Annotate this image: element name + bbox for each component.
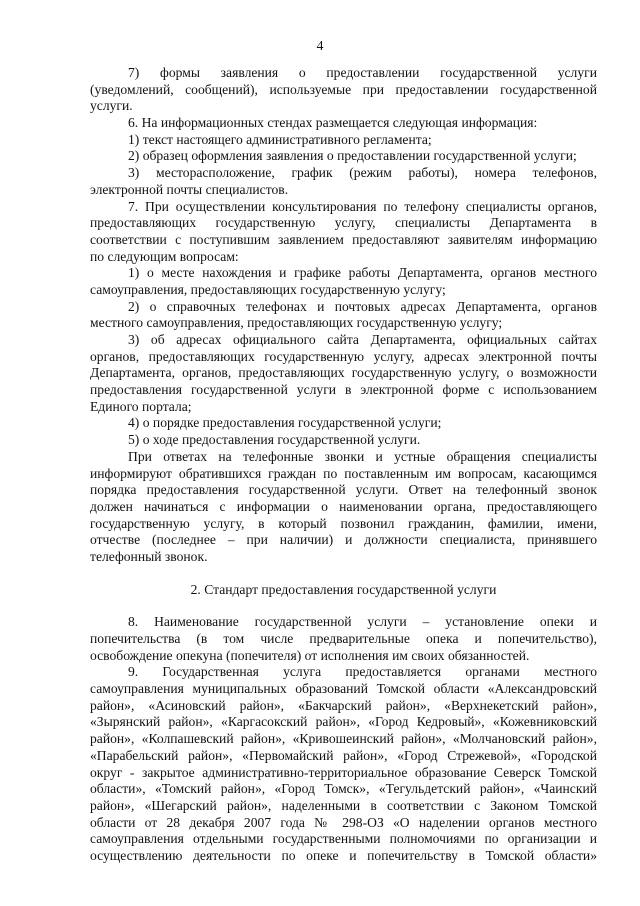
section-spacer <box>90 566 597 582</box>
paragraph <box>90 265 597 298</box>
paragraph <box>90 115 597 132</box>
text-line: 3) об адресах официального сайта Департамента, официальных сайтах <box>128 332 597 347</box>
text-line: по следующим вопросам: <box>90 248 239 264</box>
text-line: 2) образец оформления заявления о предоставлении государственной услуги; <box>128 148 577 164</box>
text-line: 5) о ходе предоставления государственной услуги. <box>128 432 421 448</box>
text-line: «Зырянский район», «Каргасокский район», «Город Кедровый», «Кожевниковский <box>90 714 597 730</box>
text-line: информируют обратившихся граждан по поставленным им вопросам, касающимся <box>90 465 597 481</box>
text-line: освобождение опекуна (попечителя) от исполнения им своих обязанностей. <box>90 647 530 663</box>
text-line: органов, предоставляющих государственную услугу, адресах электронной почты <box>90 348 597 364</box>
text-line: области», «Томский район», «Город Томск», «Тегульдетский район», «Чаинский <box>90 781 597 797</box>
paragraph <box>90 165 597 198</box>
text-line: государственную услугу, в который позвонил гражданин, фамилии, имени, <box>90 515 597 531</box>
paragraph <box>90 415 597 432</box>
text-line: предоставления государственной услуги в электронной форме с использованием <box>90 382 597 398</box>
text-line: 6. На информационных стендах размещается следующая информация: <box>128 115 538 131</box>
text-line: 1) текст настоящего административного регламента; <box>128 131 432 147</box>
paragraph <box>90 614 597 664</box>
text-line: 9. Государственная услуга предоставляется органами местного <box>128 664 597 680</box>
text-line: отчестве (последнее – при наличии) и должности специалиста, принявшего <box>90 532 597 548</box>
text-line: округ - закрытое административно-территориальное образование Северск Томской <box>90 764 597 780</box>
paragraph <box>90 132 597 149</box>
paragraph <box>90 148 597 165</box>
text-line: самоуправления отдельными государственными полномочиями по организации и <box>90 831 597 847</box>
text-line: район», «Колпашевский район», «Кривошеинский район», «Молчановский район», <box>90 731 597 747</box>
page-number: 4 <box>316 38 324 53</box>
text-line: район», «Асиновский район», «Бакчарский район», «Верхнекетский район», <box>90 697 597 713</box>
paragraph <box>90 664 597 864</box>
text-line: 3) месторасположение, график (режим работы), номера телефонов, <box>128 165 597 181</box>
paragraph <box>90 432 597 449</box>
text-line: самоуправления муниципальных образований Томской области «Александровский <box>90 681 597 697</box>
text-line: телефонный звонок. <box>90 548 208 564</box>
document-body <box>90 65 597 865</box>
text-line: 8. Наименование государственной услуги – установление опеки и <box>128 614 597 630</box>
text-line: 2) о справочных телефонах и почтовых адресах Департамента, органов <box>128 298 597 314</box>
paragraph <box>90 65 597 115</box>
text-line: предоставляющих государственную услугу, специалисты Департамента в <box>90 215 597 231</box>
text-line: 1) о месте нахождения и графике работы Департамента, органов местного <box>128 265 597 281</box>
section-heading: 2. Стандарт предоставления государственной услуги <box>190 581 497 597</box>
paragraph <box>90 449 597 566</box>
paragraph <box>90 299 597 332</box>
text-line: район», «Шегарский район», наделенными в соответствии с Законом Томской <box>90 797 597 813</box>
text-line: «Парабельский район», «Первомайский район», «Город Стрежевой», «Городской <box>90 747 597 763</box>
text-line: порядка предоставления государственной услуги. Ответ на телефонный звонок <box>90 482 597 498</box>
text-line: услуги. <box>90 98 133 114</box>
text-line: соответствии с поступившим заявлением предоставляют заявителям информацию <box>90 231 597 247</box>
section-spacer <box>90 598 597 614</box>
text-line: области от 28 декабря 2007 года № 298-ОЗ «О наделении органов местного <box>90 814 597 830</box>
paragraph <box>90 199 597 266</box>
text-line: попечительства (в том числе предварительные опека и попечительство), <box>90 631 597 646</box>
text-line: При ответах на телефонные звонки и устные обращения специалисты <box>128 448 597 464</box>
text-line: самоуправления, предоставляющих государственную услугу; <box>90 281 446 297</box>
text-line: осуществлению деятельности по опеке и попечительству в Томской области» <box>90 847 597 863</box>
text-line: 4) о порядке предоставления государственной услуги; <box>128 415 442 431</box>
text-line: местного самоуправления, предоставляющих государственную услугу; <box>90 315 503 331</box>
paragraph <box>90 332 597 415</box>
text-line: (уведомлений, сообщений), используемые при предоставлении государственной <box>90 81 597 97</box>
text-line: Департамента, органов, предоставляющих государственную услугу, о возможности <box>90 365 597 381</box>
text-line: 7) формы заявления о предоставлении государственной услуги <box>128 65 597 80</box>
text-line: Единого портала; <box>90 398 192 414</box>
text-line: должен начинаться с информации о наименовании органа, предоставляющего <box>90 498 597 514</box>
text-line: электронной почты специалистов. <box>90 181 289 197</box>
text-line: 7. При осуществлении консультирования по телефону специалисты органов, <box>128 198 597 214</box>
